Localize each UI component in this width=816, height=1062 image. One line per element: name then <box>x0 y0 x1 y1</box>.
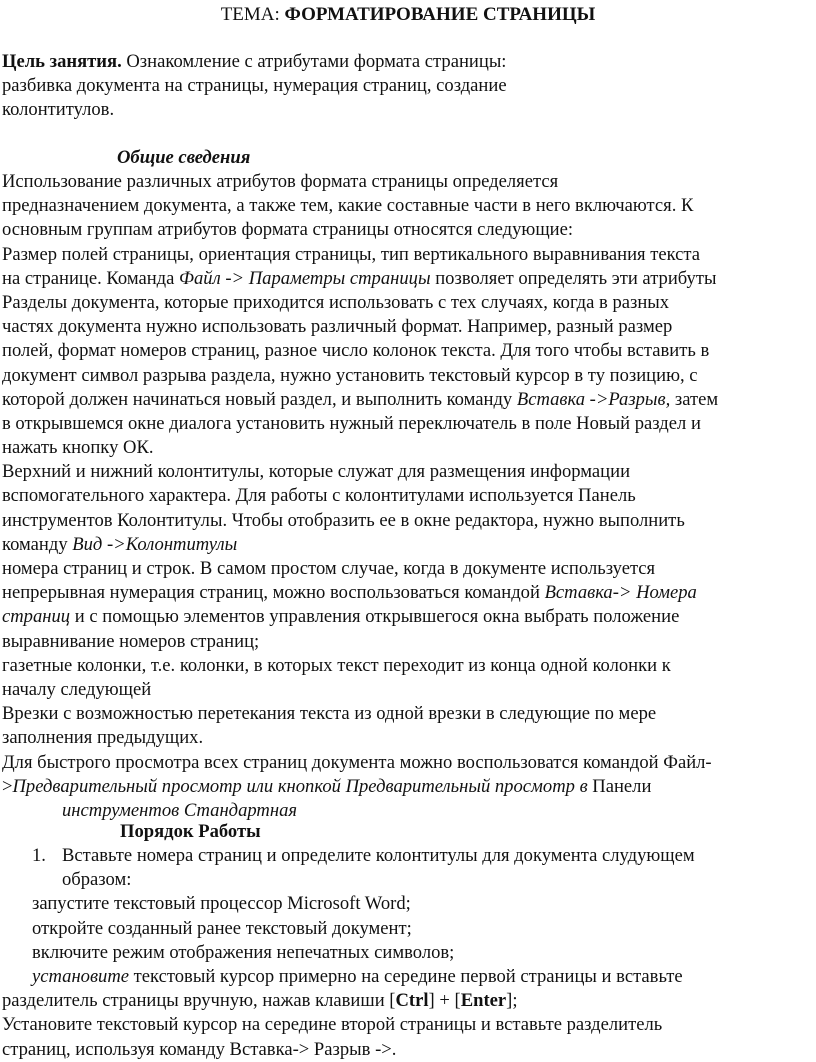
body-line: Для быстрого просмотра всех страниц документа можно воспользоватся командой Файл- <box>2 751 712 773</box>
command-text: инструментов Стандартная <box>62 799 298 821</box>
list-number: 1. <box>32 845 46 866</box>
body-line: Установите текстовый курсор на середине второй страницы и вставьте разделитель <box>2 1014 663 1036</box>
command-text: Вставка ->Разрыв, <box>516 388 671 410</box>
body-line: Использование различных атрибутов формата страницы определяется <box>2 171 559 192</box>
step-line <box>2 965 802 989</box>
goal-text: Ознакомление с атрибутами формата страницы: <box>121 51 507 72</box>
body-line <box>2 775 802 799</box>
body-line: началу следующей <box>2 678 152 700</box>
step-line: включите режим отображения непечатных символов; <box>32 941 455 963</box>
body-line: документ символ разрыва раздела, нужно установить текстовый курсор в ту позицию, с <box>2 364 698 386</box>
text-run: и с помощью элементов управления открывшегося окна выбрать положение <box>70 606 680 628</box>
page-title <box>0 3 816 27</box>
text-run: затем <box>670 388 719 410</box>
body-line: газетные колонки, т.е. колонки, в которых текст переходит из конца одной колонки к <box>2 654 671 676</box>
text-run: которой должен начинаться новый раздел, и выполнить команду <box>2 388 517 410</box>
body-line: нажать кнопку ОК. <box>2 437 154 459</box>
body-line: частях документа нужно использовать различный формат. Например, разный размер <box>2 316 673 338</box>
body-line <box>2 605 802 629</box>
body-line: заполнения предыдущих. <box>2 727 204 749</box>
body-line <box>2 581 802 605</box>
general-heading-text: Общие сведения <box>117 147 251 168</box>
goal-label: Цель занятия. <box>2 51 122 72</box>
text-run: позволяет определять эти атрибуты <box>430 267 717 289</box>
body-line: страниц, используя команду Вставка-> Разрыв ->. <box>2 1038 397 1060</box>
key-enter: Enter <box>460 990 507 1012</box>
goal-text: разбивка документа на страницы, нумерация страниц, создание <box>2 75 507 97</box>
body-line: Размер полей страницы, ориентация страницы, тип вертикального выравнивания текста <box>2 243 701 265</box>
text-run: непрерывная нумерация страниц, можно воспользоваться командой <box>2 582 545 604</box>
text-run: ] + [ <box>428 990 461 1012</box>
command-text: Вставка-> Номера <box>544 582 697 604</box>
general-section <box>2 170 802 823</box>
command-text: Предварительный просмотр или кнопкой Предварительный просмотр в <box>12 775 588 797</box>
body-line: инструментов Колонтитулы. Чтобы отобразить ее в окне редактора, нужно выполнить <box>2 509 685 531</box>
command-text: Вид ->Колонтитулы <box>72 533 238 555</box>
body-line <box>2 267 802 291</box>
text-run: на странице. Команда <box>2 267 180 289</box>
body-line: Врезки с возможностью перетекания текста из одной врезки в следующие по мере <box>2 703 657 725</box>
text-run: > <box>2 775 13 797</box>
body-line: в открывшемся окне диалога установить нужный переключатель в поле Новый раздел и <box>2 412 701 434</box>
work-heading-text: Порядок Работы <box>120 821 261 842</box>
text-run: ]; <box>506 990 518 1012</box>
work-heading <box>120 820 520 844</box>
goal-section <box>2 50 802 123</box>
body-line: вспомогательного характера. Для работы с колонтитулами используется Панель <box>2 485 636 507</box>
goal-text: колонтитулов. <box>2 99 115 121</box>
list-text: Вставьте номера страниц и определите колонтитулы для документа слудующем <box>62 845 695 866</box>
command-text: страниц <box>2 606 71 628</box>
step-line <box>2 989 802 1013</box>
command-text: Файл -> Параметры страницы <box>179 267 431 289</box>
list-item <box>2 844 802 868</box>
body-line: Верхний и нижний колонтитулы, которые служат для размещения информации <box>2 461 631 483</box>
body-line <box>2 388 802 412</box>
key-ctrl: Ctrl <box>395 990 429 1012</box>
body-line: предназначением документа, а также тем, какие составные части в него включаются. К <box>2 195 694 217</box>
step-line: откройте созданный ранее текстовый документ; <box>32 917 412 939</box>
text-run: Панели <box>587 775 652 797</box>
text-run: команду <box>2 533 73 555</box>
body-line: номера страниц и строк. В самом простом случае, когда в документе используется <box>2 558 656 579</box>
title-prefix: ТЕМА: <box>220 4 285 25</box>
general-heading <box>117 146 517 170</box>
text-run: разделитель страницы вручную, нажав клавиши [ <box>2 990 396 1012</box>
body-line: выравнивание номеров страниц; <box>2 630 260 652</box>
list-text: образом: <box>62 869 132 891</box>
text-run: текстовый курсор примерно на середине первой страницы и вставьте <box>129 965 683 987</box>
body-line: полей, формат номеров страниц, разное число колонок текста. Для того чтобы вставить в <box>2 340 710 362</box>
body-line: основным группам атрибутов формата страницы относятся следующие: <box>2 219 574 241</box>
title-main: ФОРМАТИРОВАНИЕ СТРАНИЦЫ <box>284 4 596 25</box>
step-line: запустите текстовый процессор Microsoft Word; <box>32 893 411 915</box>
work-section <box>2 844 802 1062</box>
body-line: Разделы документа, которые приходится использовать с тех случаях, когда в разных <box>2 291 670 313</box>
step-verb: установите <box>32 965 130 987</box>
body-line <box>2 533 802 557</box>
